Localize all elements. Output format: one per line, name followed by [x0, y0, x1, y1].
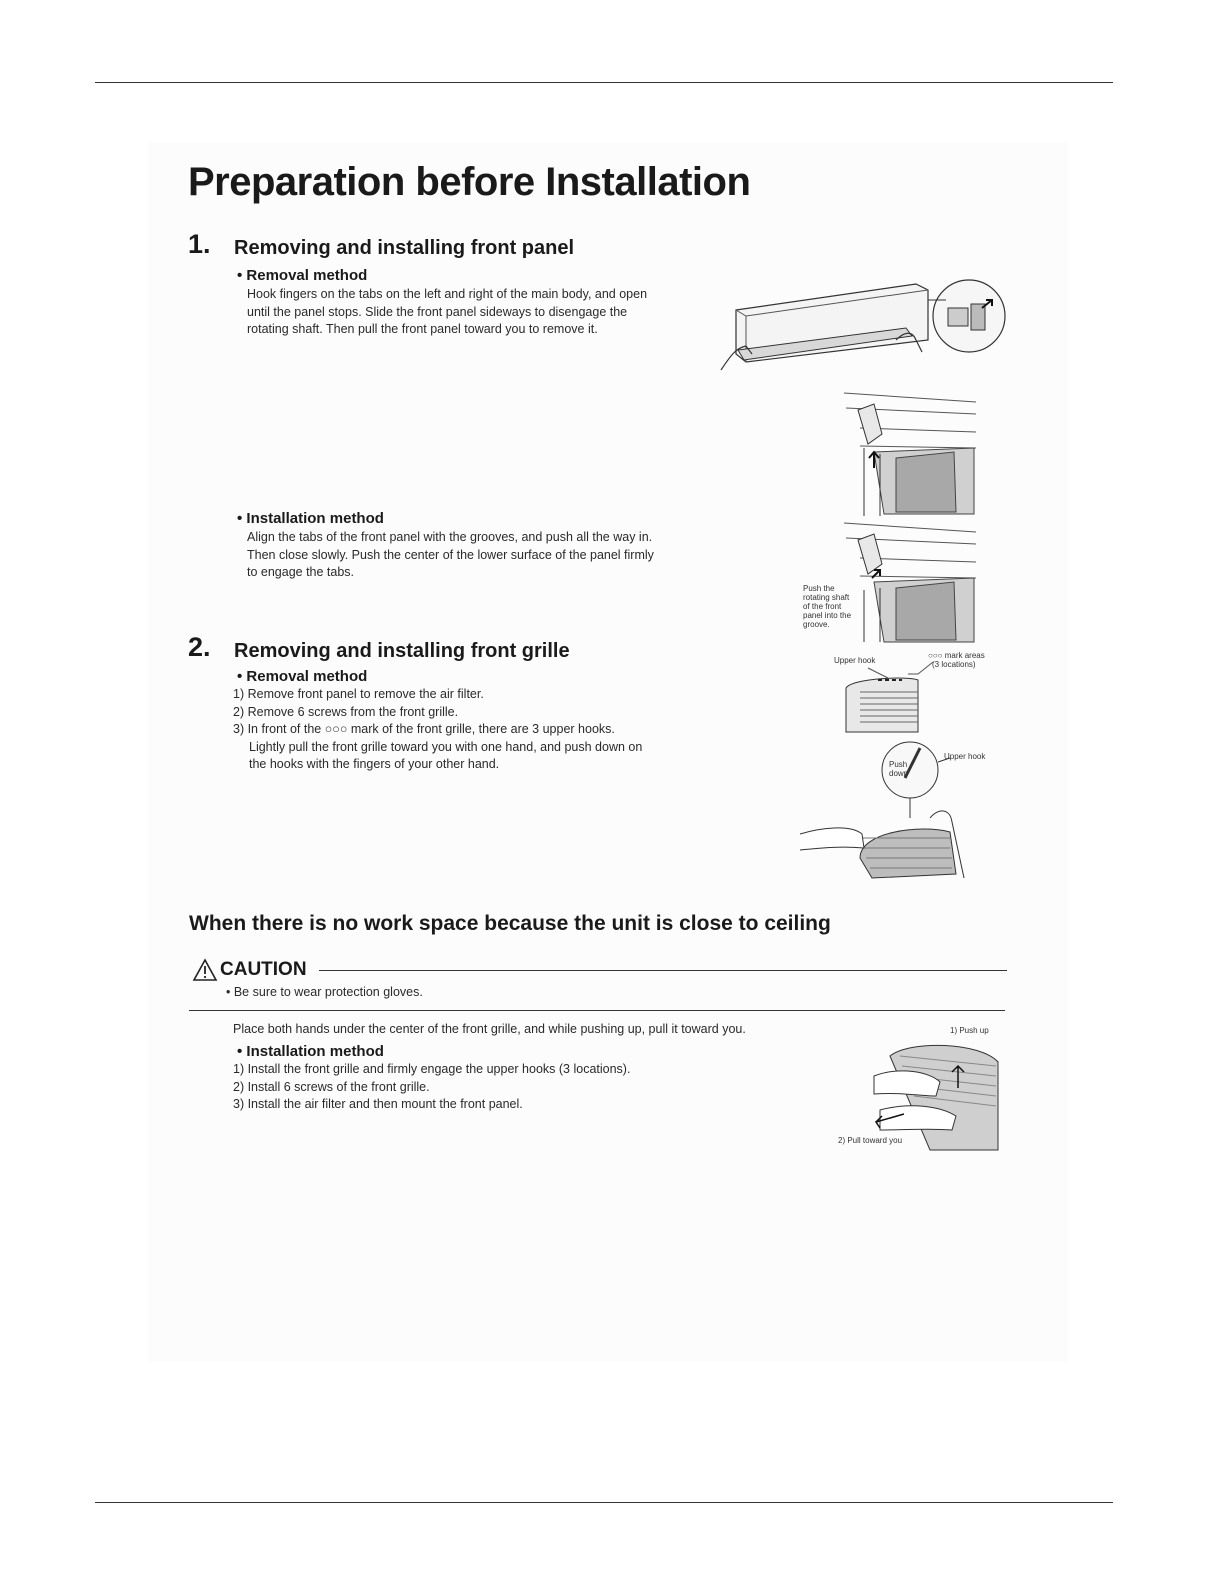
upper-hook-2-caption: Upper hook [944, 752, 986, 761]
warning-triangle-icon [192, 958, 218, 982]
section1-number: 1. [188, 229, 211, 259]
push-down-caption [889, 760, 908, 778]
caption-line: ○○○ mark areas [928, 651, 985, 660]
front-grille-hooks-illustration [838, 658, 998, 736]
section2-removal-text [233, 686, 642, 774]
text-line: 2) Remove 6 screws from the front grille. [233, 704, 459, 719]
section1-installation-heading: • Installation method [237, 510, 384, 527]
caution-label: CAUTION [220, 959, 307, 980]
section1-removal-text [247, 286, 647, 339]
caution-block [192, 958, 1007, 982]
caution-bottom-rule [189, 1010, 1005, 1011]
section2-title: Removing and installing front grille [234, 640, 570, 662]
text-line: Lightly pull the front grille toward you with one hand, and push down on [249, 739, 643, 754]
push-shaft-caption [803, 584, 851, 629]
text-line: the hooks with the fingers of your other hand. [249, 757, 500, 771]
pull-toward-caption: 2) Pull toward you [838, 1136, 903, 1145]
text-line: Then close slowly. Push the center of the lower surface of the panel firmly [247, 547, 654, 562]
caption-line: rotating shaft [803, 593, 850, 602]
caption-line: down [889, 769, 909, 778]
caption-line: groove. [803, 620, 830, 629]
text-line: 3) In front of the ○○○ mark of the front grille, there are 3 upper hooks. [233, 722, 615, 736]
ceiling-intro: Place both hands under the center of the front grille, and while pushing up, pull it toward you. [233, 1022, 746, 1036]
caption-line: of the front [803, 602, 842, 611]
text-line: until the panel stops. Slide the front panel sideways to disengage the [247, 304, 628, 319]
panel-removal-detail-illustration [834, 388, 978, 516]
text-line: to engage the tabs. [247, 565, 355, 579]
push-up-caption: 1) Push up [950, 1026, 989, 1035]
caption-line: Push the [803, 584, 835, 593]
panel-installation-detail-illustration [834, 518, 978, 644]
caption-line: panel into the [803, 611, 852, 620]
unit-front-panel-illustration [716, 270, 1012, 375]
section1-installation-text [247, 529, 654, 582]
caption-line: (3 locations) [932, 660, 976, 669]
text-line: 1) Install the front grille and firmly engage the upper hooks (3 locations). [233, 1062, 631, 1076]
footer-rule [95, 1502, 1113, 1503]
ceiling-heading: When there is no work space because the unit is close to ceiling [189, 912, 831, 935]
caption-line: Push [889, 760, 908, 769]
text-line: Hook fingers on the tabs on the left and right of the main body, and open [247, 287, 648, 301]
header-rule [95, 82, 1113, 83]
section1-title: Removing and installing front panel [234, 237, 575, 259]
ceiling-installation-heading: • Installation method [237, 1043, 384, 1060]
text-line: 1) Remove front panel to remove the air filter. [233, 687, 484, 701]
text-line: Align the tabs of the front panel with the grooves, and push all the way in. [247, 530, 653, 544]
text-line: rotating shaft. Then pull the front panel toward you to remove it. [247, 322, 598, 336]
text-line: 3) Install the air filter and then mount the front panel. [233, 1097, 523, 1111]
text-line: 2) Install 6 screws of the front grille. [233, 1079, 430, 1094]
page-title: Preparation before Installation [188, 160, 751, 204]
caution-text: • Be sure to wear protection gloves. [226, 985, 423, 999]
ceiling-installation-text [233, 1061, 630, 1114]
caution-rule [319, 970, 1007, 971]
section1-removal-heading: • Removal method [237, 267, 368, 284]
section2-removal-heading: • Removal method [237, 668, 368, 685]
upper-hook-caption: Upper hook [834, 656, 876, 665]
section2-number: 2. [188, 632, 211, 662]
